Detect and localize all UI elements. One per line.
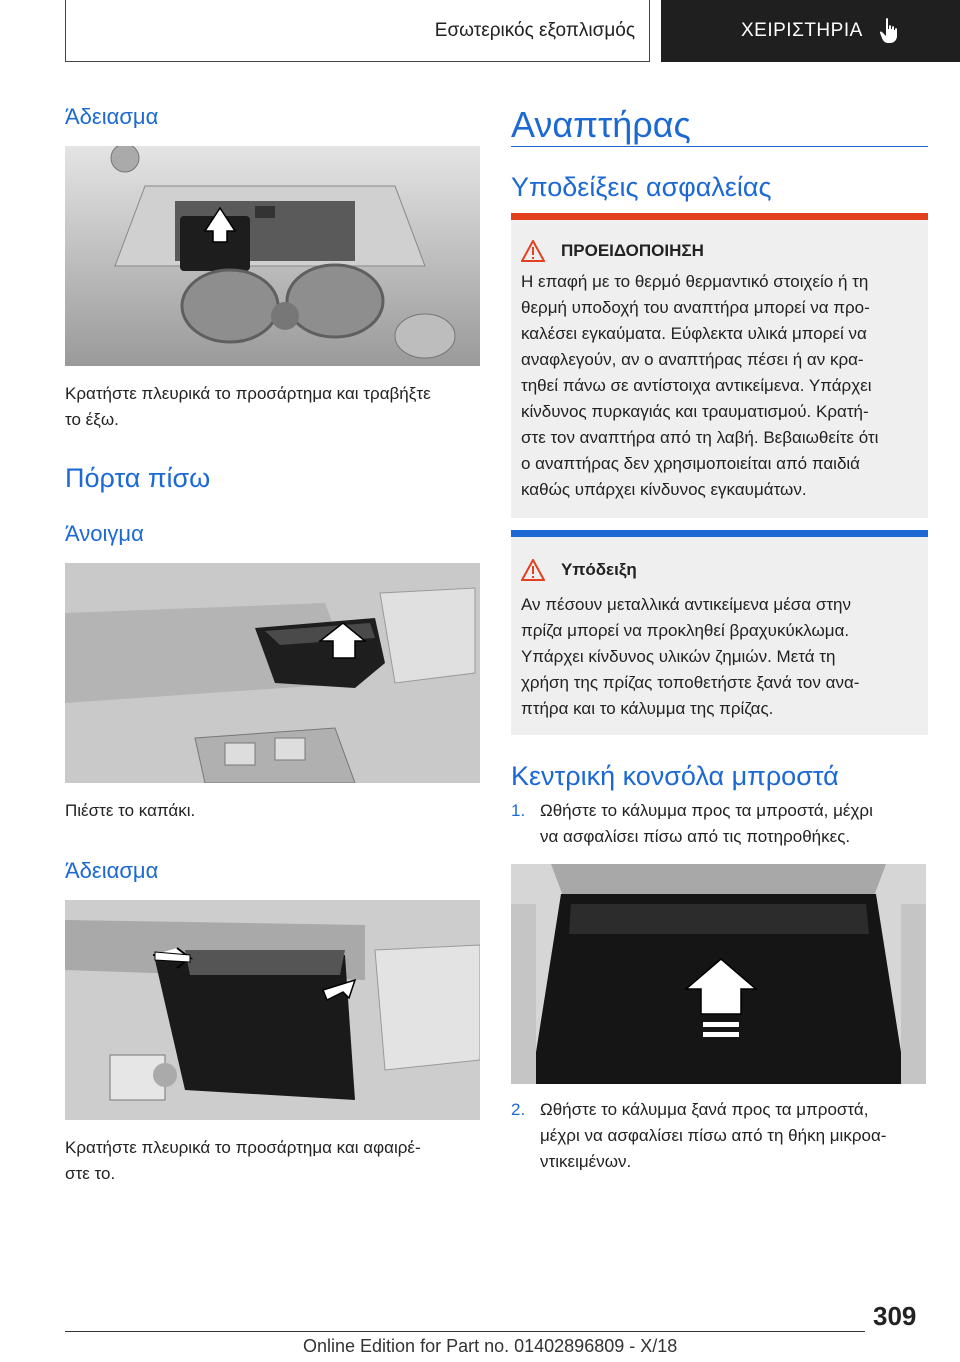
warning-title-row bbox=[521, 240, 704, 262]
console-heading: Κεντρική κονσόλα μπροστά bbox=[511, 761, 839, 791]
header-chapter-tab bbox=[661, 0, 960, 62]
note-line: πρίζα μπορεί να προκληθεί βραχυκύκλωμα. bbox=[521, 621, 850, 640]
warning-line: στε τον αναπτήρα από τη λαβή. Βεβαιωθείτε ότι bbox=[521, 428, 879, 447]
note-bar bbox=[511, 530, 928, 537]
step-1-line-1: Ωθήστε το κάλυμμα προς τα μπροστά, μέχρι bbox=[540, 801, 873, 820]
warning-title: ΠΡΟΕΙΔΟΠΟΙΗΣΗ bbox=[561, 241, 704, 260]
warning-line: τηθεί πάνω σε αντίστοιχα αντικείμενα. Υπάρχει bbox=[521, 376, 872, 395]
step-2-line-1: Ωθήστε το κάλυμμα ξανά προς τα μπροστά, bbox=[540, 1100, 869, 1119]
note-line: πτήρα και το κάλυμμα της πρίζας. bbox=[521, 699, 774, 718]
hand-pointer-icon bbox=[877, 17, 901, 45]
title-divider bbox=[511, 146, 928, 147]
empty-heading-2: Άδειασμα bbox=[65, 858, 159, 883]
empty-heading-1: Άδειασμα bbox=[65, 104, 159, 129]
page-title: Αναπτήρας bbox=[511, 104, 691, 145]
footer-divider bbox=[65, 1331, 865, 1332]
rear-door-heading: Πόρτα πίσω bbox=[65, 463, 211, 493]
note-box bbox=[511, 537, 928, 735]
warning-bar bbox=[511, 213, 928, 220]
footer-edition: Online Edition for Part no. 01402896809 - X/18 bbox=[303, 1336, 678, 1356]
note-line: χρήση της πρίζας τοποθετήστε ξανά τον ανα- bbox=[521, 673, 860, 692]
figure-center-console-cover bbox=[511, 864, 926, 1084]
safety-heading: Υποδείξεις ασφαλείας bbox=[511, 172, 772, 202]
header-chapter-title: ΧΕΙΡΙΣΤΗΡΙΑ bbox=[741, 20, 863, 41]
note-line: Αν πέσουν μεταλλικά αντικείμενα μέσα στην bbox=[521, 595, 852, 614]
warning-line: καλέσει εγκαύματα. Εύφλεκτα υλικά μπορεί να bbox=[521, 324, 867, 343]
step-number: 2. bbox=[511, 1100, 526, 1119]
figure-rear-door-ashtray bbox=[65, 563, 480, 783]
open-heading: Άνοιγμα bbox=[65, 521, 144, 546]
warning-line: Η επαφή με το θερμό θερμαντικό στοιχείο ή τη bbox=[521, 272, 869, 291]
step-number: 1. bbox=[511, 801, 526, 820]
warning-triangle-icon bbox=[521, 240, 545, 262]
warning-line: θερμή υποδοχή του αναπτήρα μπορεί να προ- bbox=[521, 298, 870, 317]
warning-line: καθώς υπάρχει κίνδυνος εγκαυμάτων. bbox=[521, 480, 807, 499]
figure-ashtray-front bbox=[65, 146, 480, 366]
step-1-line-2: να ασφαλίσει πίσω από τις ποτηροθήκες. bbox=[540, 827, 851, 846]
page-number: 309 bbox=[873, 1301, 917, 1331]
warning-line: αναφλεγούν, αν ο αναπτήρας πέσει ή αν κρα- bbox=[521, 350, 864, 369]
empty-caption-2-line-1: Κρατήστε πλευρικά το προσάρτημα και αφαιρέ- bbox=[65, 1138, 421, 1157]
warning-line: ο αναπτήρας δεν χρησιμοποιείται από παιδιά bbox=[521, 454, 861, 473]
open-caption: Πιέστε το καπάκι. bbox=[65, 801, 196, 820]
step-2-line-3: ντικειμένων. bbox=[540, 1152, 632, 1171]
note-title-row bbox=[521, 559, 637, 581]
step-2-line-2: μέχρι να ασφαλίσει πίσω από τη θήκη μικροα- bbox=[540, 1126, 887, 1145]
warning-line: κίνδυνος πυρκαγιάς και τραυματισμού. Κρατή- bbox=[521, 402, 869, 421]
empty-caption-2-line-2: στε το. bbox=[65, 1164, 116, 1183]
header-section-title: Εσωτερικός εξοπλισμός bbox=[434, 19, 635, 41]
warning-triangle-icon bbox=[521, 559, 545, 581]
header-section-tab bbox=[65, 0, 650, 62]
note-line: Υπάρχει κίνδυνος υλικών ζημιών. Μετά τη bbox=[521, 647, 836, 666]
empty-caption-1-line-1: Κρατήστε πλευρικά το προσάρτημα και τραβήξτε bbox=[65, 384, 431, 403]
note-title: Υπόδειξη bbox=[561, 560, 637, 579]
figure-rear-ashtray-removal bbox=[65, 900, 480, 1120]
warning-box bbox=[511, 220, 928, 518]
empty-caption-1-line-2: το έξω. bbox=[65, 410, 119, 429]
